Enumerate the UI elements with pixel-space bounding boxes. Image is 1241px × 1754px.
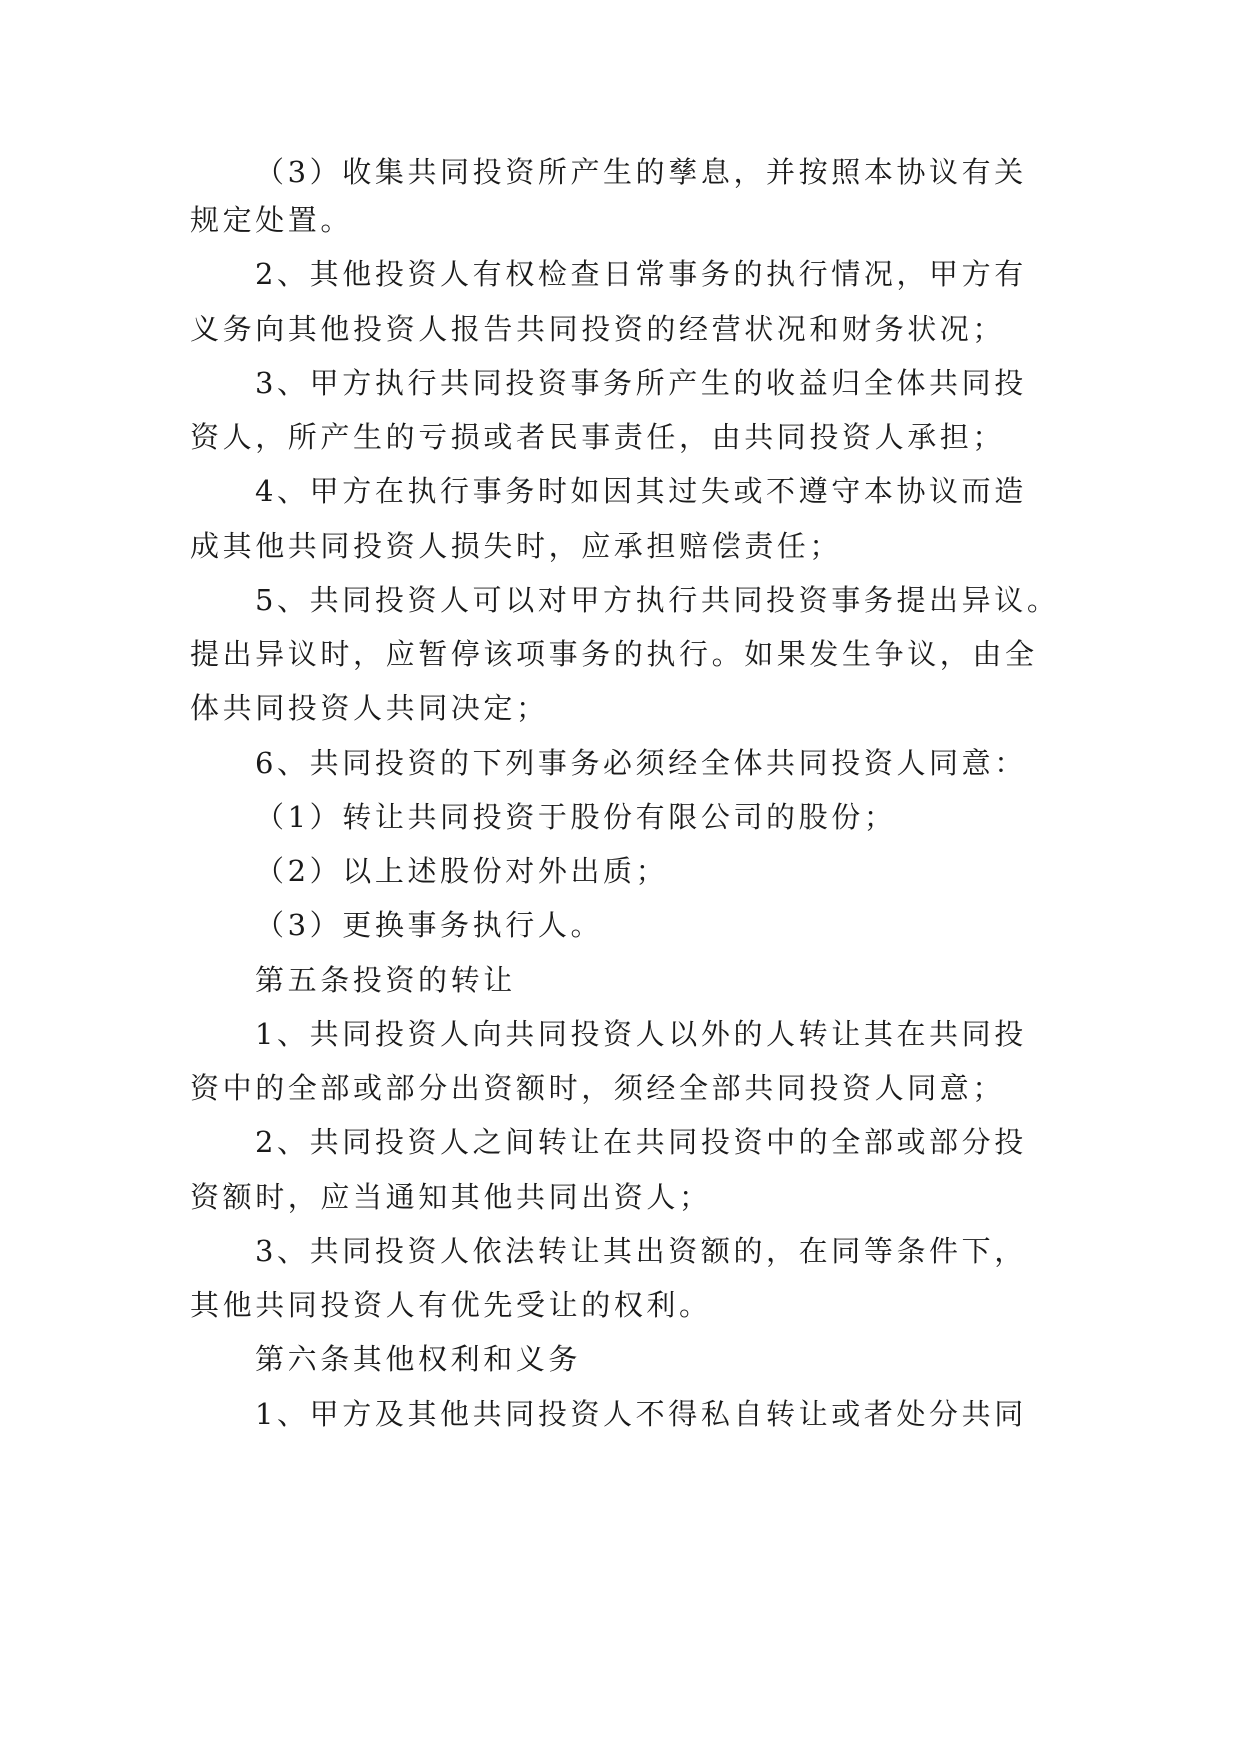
clause-4-line-2: 成其他共同投资人损失时，应承担赔偿责任； (190, 529, 843, 563)
article-5-clause-1-line-1: 1、共同投资人向共同投资人以外的人转让其在共同投 (255, 1017, 1027, 1051)
clause-2-line-1: 2、其他投资人有权检查日常事务的执行情况，甲方有 (255, 257, 1027, 291)
clause-6-item-1: （1）转让共同投资于股份有限公司的股份； (255, 800, 897, 834)
clause-item-3-line-1: （3）收集共同投资所产生的孳息，并按照本协议有关 (255, 155, 1027, 189)
article-5-clause-3-line-2: 其他共同投资人有优先受让的权利。 (190, 1288, 712, 1322)
article-5-clause-1-line-2: 资中的全部或部分出资额时，须经全部共同投资人同意； (190, 1071, 1006, 1105)
clause-5-line-3: 体共同投资人共同决定； (190, 691, 549, 725)
clause-6-item-3: （3）更换事务执行人。 (255, 908, 604, 942)
article-6-heading: 第六条其他权利和义务 (255, 1342, 582, 1376)
clause-3-line-2: 资人，所产生的亏损或者民事责任，由共同投资人承担； (190, 420, 1006, 454)
clause-5-line-1: 5、共同投资人可以对甲方执行共同投资事务提出异议。 (255, 583, 1060, 617)
article-5-clause-2-line-2: 资额时，应当通知其他共同出资人； (190, 1180, 712, 1214)
clause-4-line-1: 4、甲方在执行事务时如因其过失或不遵守本协议而造 (255, 474, 1027, 508)
clause-6-line-1: 6、共同投资的下列事务必须经全体共同投资人同意： (255, 746, 1027, 780)
clause-2-line-2: 义务向其他投资人报告共同投资的经营状况和财务状况； (190, 312, 1006, 346)
article-6-clause-1-line-1: 1、甲方及其他共同投资人不得私自转让或者处分共同 (255, 1397, 1027, 1431)
article-5-clause-3-line-1: 3、共同投资人依法转让其出资额的，在同等条件下， (255, 1234, 1027, 1268)
clause-6-item-2: （2）以上述股份对外出质； (255, 854, 669, 888)
article-5-heading: 第五条投资的转让 (255, 963, 516, 997)
clause-3-line-1: 3、甲方执行共同投资事务所产生的收益归全体共同投 (255, 366, 1027, 400)
article-5-clause-2-line-1: 2、共同投资人之间转让在共同投资中的全部或部分投 (255, 1125, 1027, 1159)
clause-5-line-2: 提出异议时，应暂停该项事务的执行。如果发生争议，由全 (190, 637, 1038, 671)
clause-item-3-line-2: 规定处置。 (190, 203, 354, 237)
